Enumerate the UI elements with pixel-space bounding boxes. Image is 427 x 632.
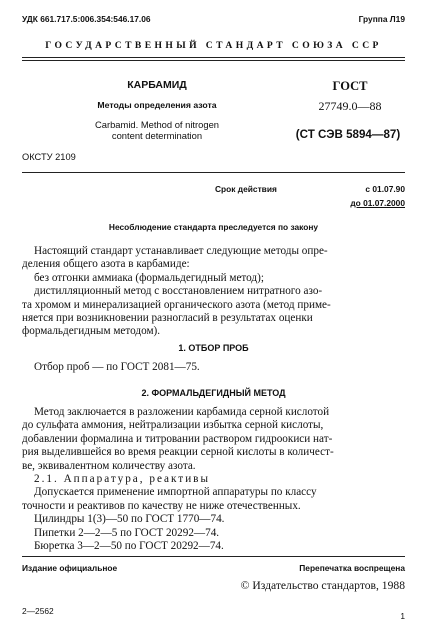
intro-line-7: формальдегидным методом). — [22, 325, 161, 338]
udk-code: УДК 661.717.5:006.354:546.17.06 — [22, 14, 151, 24]
validity-from: с 01.07.90 — [365, 184, 405, 194]
method-line-4: рия выделившейся во время реакции серной кислоты в количест- — [22, 446, 334, 459]
intro-line-6: няется при возникновении разногласий в результатах оценки — [22, 312, 313, 325]
title-en-line-2: content determination — [111, 130, 203, 141]
print-order-code: 2—2562 — [22, 606, 54, 616]
intro-line-4: дистилляционный метод с восстановлением нитратного азо- — [34, 285, 323, 298]
intro-line-1: Настоящий стандарт устанавливает следующие методы опре- — [34, 245, 328, 257]
apparatus-line-2: точности и реактивов по качеству не ниже отечественных. — [22, 499, 301, 512]
apparatus-line-1: Допускается применение импортной аппаратуры по классу — [34, 486, 317, 499]
validity-label: Срок действия — [215, 184, 277, 194]
reprint-prohibited-label: Перепечатка воспрещена — [299, 563, 405, 573]
okstu-code: ОКСТУ 2109 — [22, 152, 76, 162]
legal-warning: Несоблюдение стандарта преследуется по закону — [108, 222, 319, 232]
apparatus-item-burette: Бюретка 3—2—50 по ГОСТ 20292—74. — [34, 540, 224, 553]
state-standard-banner: ГОСУДАРСТВЕННЫЙ СТАНДАРТ СОЮЗА ССР — [45, 40, 382, 51]
header-rule-top — [22, 57, 405, 58]
method-line-3: добавлении формалина и титровании раствором гидроокиси нат- — [22, 432, 333, 445]
copyright-notice: © Издательство стандартов, 1988 — [240, 579, 405, 592]
intro-line-2: деления общего азота в карбамиде: — [22, 258, 190, 271]
section-2-heading: 2. ФОРМАЛЬДЕГИДНЫЙ МЕТОД — [141, 388, 286, 398]
gost-number: 27749.0—88 — [318, 99, 382, 113]
method-line-5: ве, эквивалентном количеству азота. — [22, 459, 196, 472]
intro-paragraph — [22, 245, 405, 339]
apparatus-item-pipettes: Пипетки 2—2—5 по ГОСТ 20292—74. — [34, 526, 220, 539]
document-subtitle: Методы определения азота — [97, 100, 217, 110]
header-rule-bottom — [22, 60, 405, 61]
apparatus-item-cylinders: Цилиндры 1(3)—50 по ГОСТ 1770—74. — [34, 513, 225, 526]
gost-label: ГОСТ — [332, 79, 368, 93]
section-2-body — [22, 406, 405, 553]
intro-line-5: та хромом и минерализацией органического азота (метод приме- — [22, 298, 331, 311]
official-edition-label: Издание официальное — [22, 563, 118, 573]
title-en-line-1: Carbamid. Method of nitrogen — [94, 119, 220, 130]
document-title: КАРБАМИД — [127, 79, 187, 91]
intro-line-3: без отгонки аммиака (формальдегидный метод); — [34, 271, 264, 284]
title-rule — [22, 172, 405, 173]
section-1-text: Отбор проб — по ГОСТ 2081—75. — [34, 361, 200, 373]
subsection-2-1-heading: 2.1. Аппаратура, реактивы — [34, 473, 210, 486]
method-line-2: до сульфата аммония, нейтрализации избытка серной кислоты, — [22, 419, 324, 432]
method-line-1: Метод заключается в разложении карбамида серной кислотой — [34, 406, 330, 418]
page-number: 1 — [400, 611, 405, 621]
group-code: Группа Л19 — [358, 14, 405, 24]
section-1-text-block — [22, 361, 405, 374]
sev-standard: (СТ СЭВ 5894—87) — [295, 128, 401, 141]
section-1-heading: 1. ОТБОР ПРОБ — [178, 343, 249, 353]
validity-to: до 01.07.2000 — [350, 198, 405, 208]
footer-rule — [22, 556, 405, 557]
